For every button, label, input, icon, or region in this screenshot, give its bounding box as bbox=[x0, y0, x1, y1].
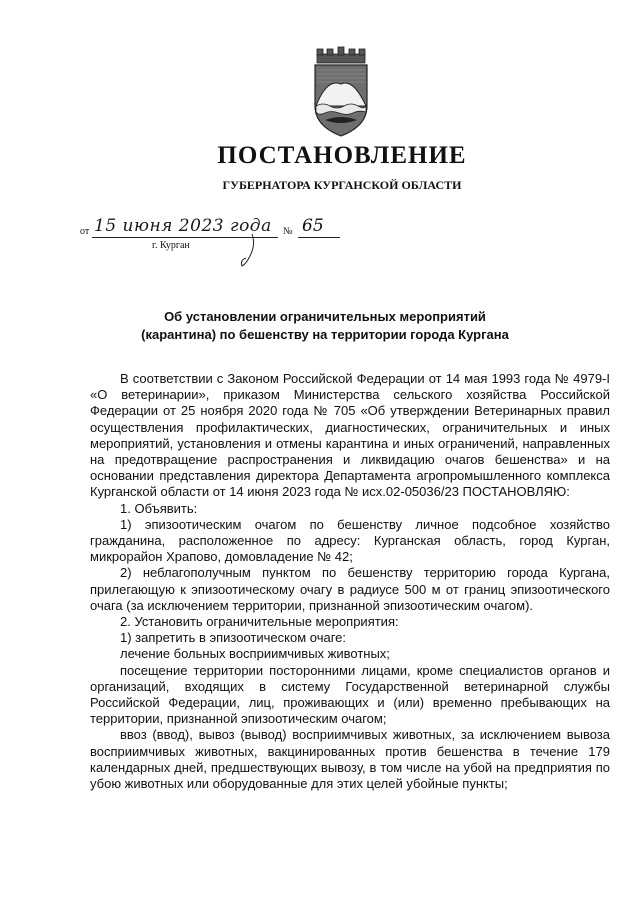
document-heading bbox=[90, 308, 560, 344]
paragraph: 2) неблагополучным пунктом по бешенству территорию города Кургана, прилегающую к эпизоотическому очагу в радиусе 500 м от границ эпизоотического очага (за исключением территории, признанной эпизоотическим очагом). bbox=[90, 565, 610, 613]
date-prefix: от bbox=[80, 226, 90, 237]
paragraph: 2. Установить ограничительные мероприятия: bbox=[120, 614, 399, 630]
handwritten-number: 65 bbox=[302, 216, 324, 236]
paragraph: 1) эпизоотическим очагом по бешенству личное подсобное хозяйство гражданина, расположенное по адресу: Курганская область, город Курган, микрорайон Храпово, домовладение № 42; bbox=[90, 516, 610, 565]
number-sign: № bbox=[283, 226, 293, 237]
paragraph: посещение территории посторонними лицами, кроме специалистов органов и организаций, входящих в систему Государственной ветеринарной службы Российской Федерации, лиц, проживающих и (или) временно пребывающих на территории, признанной эпизоотическим очагом; bbox=[90, 662, 610, 727]
handwritten-date: 15 июня 2023 года bbox=[94, 216, 272, 236]
document-title: ПОСТАНОВЛЕНИЕ bbox=[217, 142, 467, 169]
paragraph: 1) запретить в эпизоотическом очаге: bbox=[120, 630, 347, 646]
document-subtitle: ГУБЕРНАТОРА КУРГАНСКОЙ ОБЛАСТИ bbox=[222, 178, 462, 192]
number-underline bbox=[298, 237, 340, 238]
paragraph: ввоз (ввод), вывоз (вывод) восприимчивых животных, за исключением вывоза восприимчивых животных, вакцинированных против бешенства в течение 179 календарных дней, предшествующих вывозу, в том числе на убой на предприятия по убою животных или оборудованные для этих целей убойные пункты; bbox=[90, 727, 610, 792]
dateline bbox=[80, 216, 380, 262]
document-body bbox=[90, 371, 610, 792]
heading-line-1: Об установлении ограничительных мероприятий bbox=[164, 309, 486, 324]
city-name: г. Курган bbox=[152, 240, 190, 251]
coat-of-arms-icon bbox=[303, 44, 379, 140]
heading-line-2: (карантина) по бешенству на территории города Кургана bbox=[141, 327, 509, 342]
paragraph: лечение больных восприимчивых животных; bbox=[120, 646, 390, 662]
paragraph: 1. Объявить: bbox=[120, 500, 198, 516]
signature-flourish-icon bbox=[230, 230, 270, 270]
paragraph: В соответствии с Законом Российской Федерации от 14 мая 1993 года № 4979-I «О ветеринарии», приказом Министерства сельского хозяйства Российской Федерации от 25 ноября 2020 года № 705 «Об утверждении Ветеринарных правил осуществления профилактических, диагностических, ограничительных и иных мероприятий, установления и отмены карантина и иных ограничений, направленных на предотвращение распространения и ликвидацию очагов бешенства» и на основании представления директора Департамента агропромышленного комплекса Курганской области от 14 июня 2023 года № исх.02-05036/23 ПОСТАНОВЛЯЮ: bbox=[90, 371, 610, 500]
